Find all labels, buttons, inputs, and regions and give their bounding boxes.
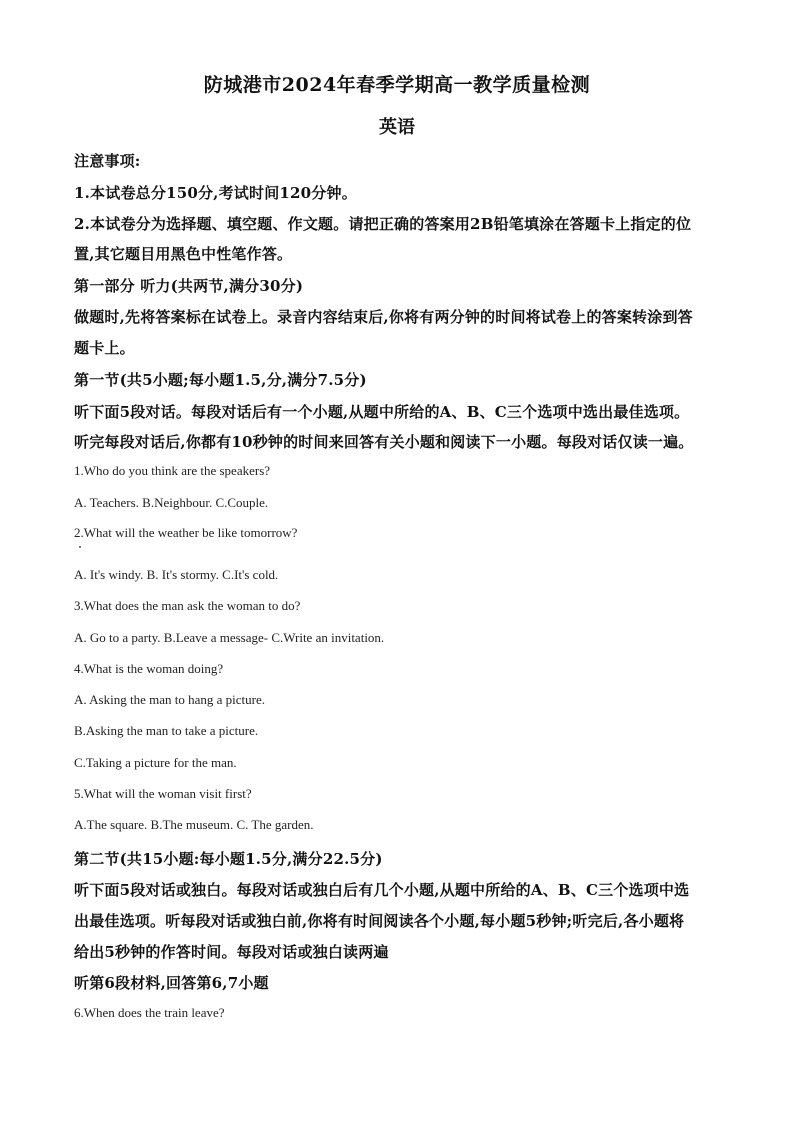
subject-title: 英语 <box>379 117 415 138</box>
section1-instruction-line-2: 听完每段对话后,你都有10秒钟的时间来回答有关小题和阅读下一小题。每段对话仅读一遍。 <box>74 433 694 451</box>
notice-item-1: 1.本试卷总分150分,考试时间120分钟。 <box>74 184 357 202</box>
question-5-options: A.The square. B.The museum. C. The garden. <box>74 817 314 832</box>
exam-title: 防城港市2024年春季学期高一教学质量检测 <box>203 74 591 96</box>
section2-instruction-line-2: 出最佳选项。听每段对话或独白前,你将有时间阅读各个小题,每小题5秒钟;听完后,各小题将 <box>74 912 685 930</box>
notice-heading: 注意事项: <box>74 152 141 170</box>
section2-instruction-line-1: 听下面5段对话或独白。每段对话或独白后有几个小题,从题中所给的A、B、C三个选项中选 <box>74 881 690 899</box>
question-3: 3.What does the man ask the woman to do? <box>74 598 301 613</box>
question-4-option-b: B.Asking the man to take a picture. <box>74 723 259 738</box>
section1-instruction-line-1: 听下面5段对话。每段对话后有一个小题,从题中所给的A、B、C三个选项中选出最佳选项。 <box>74 403 690 421</box>
question-1-options: A. Teachers. B.Neighbour. C.Couple. <box>74 495 269 510</box>
question-6: 6.When does the train leave? <box>74 1005 225 1020</box>
question-4: 4.What is the woman doing? <box>74 661 224 676</box>
part1-intro-line-2: 题卡上。 <box>74 339 135 357</box>
section1-heading: 第一节(共5小题;每小题1.5,分,满分7.5分) <box>74 371 367 389</box>
section2-instruction-line-3: 给出5秒钟的作答时间。每段对话或独白读两遍 <box>74 943 389 961</box>
question-5: 5.What will the woman visit first? <box>74 786 252 801</box>
material-6-heading: 听第6段材料,回答第6,7小题 <box>74 974 269 992</box>
section2-heading: 第二节(共15小题:每小题1.5分,满分22.5分) <box>74 850 383 868</box>
question-1: 1.Who do you think are the speakers? <box>74 463 271 478</box>
question-3-options: A. Go to a party. B.Leave a message- C.Write an invitation. <box>74 630 385 645</box>
stray-mark <box>79 546 81 548</box>
question-4-option-a: A. Asking the man to hang a picture. <box>74 692 265 707</box>
part1-heading: 第一部分 听力(共两节,满分30分) <box>74 277 304 295</box>
question-2: 2.What will the weather be like tomorrow? <box>74 525 298 540</box>
question-4-option-c: C.Taking a picture for the man. <box>74 755 237 770</box>
notice-item-2-line-1: 2.本试卷分为选择题、填空题、作文题。请把正确的答案用2B铅笔填涂在答题卡上指定的位 <box>74 215 692 233</box>
question-2-options: A. It's windy. B. It's stormy. C.It's cold. <box>74 567 279 582</box>
part1-intro-line-1: 做题时,先将答案标在试卷上。录音内容结束后,你将有两分钟的时间将试卷上的答案转涂到答 <box>74 308 693 326</box>
notice-item-2-line-2: 置,其它题目用黑色中性笔作答。 <box>74 245 293 263</box>
